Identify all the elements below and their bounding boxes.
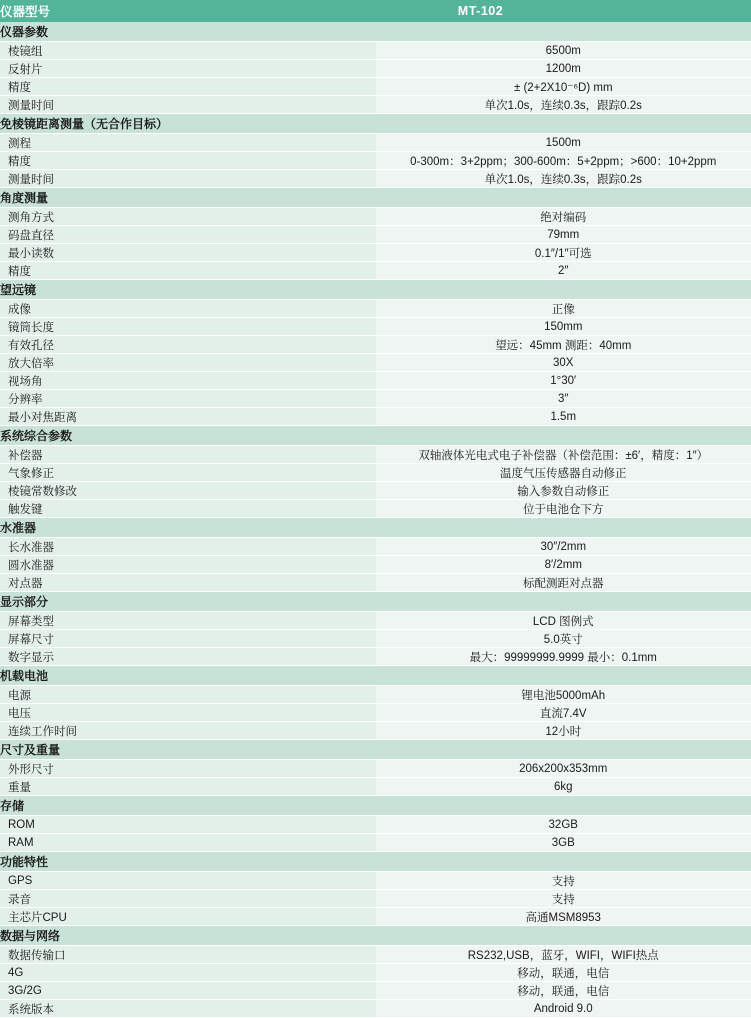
row-label: 棱镜组 bbox=[0, 42, 376, 60]
row-label: 有效孔径 bbox=[0, 336, 376, 354]
section-title: 角度测量 bbox=[0, 188, 751, 208]
table-row bbox=[0, 816, 751, 834]
row-label: 码盘直径 bbox=[0, 226, 376, 244]
model-label: 仪器型号 bbox=[0, 0, 210, 22]
row-label: ROM bbox=[0, 816, 376, 834]
row-value: 0.1″/1″可选 bbox=[376, 244, 751, 262]
spec-sections-table bbox=[0, 22, 751, 1018]
row-value: 移动，联通，电信 bbox=[376, 982, 751, 1000]
table-row bbox=[0, 244, 751, 262]
row-label: 长水准器 bbox=[0, 538, 376, 556]
row-value: 150mm bbox=[376, 318, 751, 336]
table-row bbox=[0, 648, 751, 666]
section-header-row bbox=[0, 22, 751, 42]
table-row bbox=[0, 890, 751, 908]
row-label: 成像 bbox=[0, 300, 376, 318]
row-label: 电源 bbox=[0, 686, 376, 704]
row-value: 支持 bbox=[376, 890, 751, 908]
row-value: 望远：45mm 测距：40mm bbox=[376, 336, 751, 354]
row-value: 单次1.0s，连续0.3s，跟踪0.2s bbox=[376, 96, 751, 114]
row-value: RS232,USB，蓝牙，WIFI，WIFI热点 bbox=[376, 946, 751, 964]
table-row bbox=[0, 574, 751, 592]
row-value: 绝对编码 bbox=[376, 208, 751, 226]
row-value: 温度气压传感器自动修正 bbox=[376, 464, 751, 482]
row-value: 30X bbox=[376, 354, 751, 372]
row-label: 精度 bbox=[0, 262, 376, 280]
table-row bbox=[0, 336, 751, 354]
section-header-row bbox=[0, 592, 751, 612]
row-value: 5.0英寸 bbox=[376, 630, 751, 648]
table-row bbox=[0, 408, 751, 426]
row-label: 触发键 bbox=[0, 500, 376, 518]
table-row bbox=[0, 538, 751, 556]
row-label: 电压 bbox=[0, 704, 376, 722]
table-row bbox=[0, 778, 751, 796]
table-row bbox=[0, 964, 751, 982]
table-row bbox=[0, 42, 751, 60]
section-header-row bbox=[0, 280, 751, 300]
row-label: 外形尺寸 bbox=[0, 760, 376, 778]
table-row bbox=[0, 722, 751, 740]
table-row bbox=[0, 318, 751, 336]
row-value: 高通MSM8953 bbox=[376, 908, 751, 926]
table-row bbox=[0, 704, 751, 722]
row-value: 8′/2mm bbox=[376, 556, 751, 574]
title-row bbox=[0, 0, 751, 22]
row-label: GPS bbox=[0, 872, 376, 890]
section-header-row bbox=[0, 114, 751, 134]
sections-host bbox=[0, 22, 751, 1018]
row-label: 圆水准器 bbox=[0, 556, 376, 574]
row-label: 分辨率 bbox=[0, 390, 376, 408]
section-title: 水准器 bbox=[0, 518, 751, 538]
row-label: 镜筒长度 bbox=[0, 318, 376, 336]
table-row bbox=[0, 60, 751, 78]
spec-sections-body bbox=[0, 22, 751, 1018]
row-label: RAM bbox=[0, 834, 376, 852]
table-row bbox=[0, 908, 751, 926]
row-value: 1200m bbox=[376, 60, 751, 78]
row-label: 屏幕类型 bbox=[0, 612, 376, 630]
row-value: 12小时 bbox=[376, 722, 751, 740]
row-value: 支持 bbox=[376, 872, 751, 890]
row-label: 数字显示 bbox=[0, 648, 376, 666]
row-value: 输入参数自动修正 bbox=[376, 482, 751, 500]
section-header-row bbox=[0, 188, 751, 208]
row-value: ± (2+2X10⁻⁶D) mm bbox=[376, 78, 751, 96]
table-row bbox=[0, 354, 751, 372]
row-value: 双轴液体光电式电子补偿器（补偿范围：±6′，精度：1″） bbox=[376, 446, 751, 464]
row-label: 系统版本 bbox=[0, 1000, 376, 1018]
row-label: 连续工作时间 bbox=[0, 722, 376, 740]
section-header-row bbox=[0, 518, 751, 538]
section-title: 数据与网络 bbox=[0, 926, 751, 946]
table-row bbox=[0, 134, 751, 152]
row-value: 位于电池仓下方 bbox=[376, 500, 751, 518]
row-label: 最小读数 bbox=[0, 244, 376, 262]
section-header-row bbox=[0, 426, 751, 446]
table-row bbox=[0, 686, 751, 704]
table-row bbox=[0, 482, 751, 500]
table-row bbox=[0, 872, 751, 890]
row-value: 2″ bbox=[376, 262, 751, 280]
section-title: 功能特性 bbox=[0, 852, 751, 872]
row-label: 气象修正 bbox=[0, 464, 376, 482]
row-value: 1500m bbox=[376, 134, 751, 152]
section-title: 尺寸及重量 bbox=[0, 740, 751, 760]
table-row bbox=[0, 208, 751, 226]
spec-table-body bbox=[0, 0, 751, 22]
table-row bbox=[0, 226, 751, 244]
row-label: 测程 bbox=[0, 134, 376, 152]
row-label: 主芯片CPU bbox=[0, 908, 376, 926]
section-title: 显示部分 bbox=[0, 592, 751, 612]
section-title: 存储 bbox=[0, 796, 751, 816]
section-title: 免棱镜距离测量（无合作目标） bbox=[0, 114, 751, 134]
table-row bbox=[0, 96, 751, 114]
row-value: 206x200x353mm bbox=[376, 760, 751, 778]
table-row bbox=[0, 834, 751, 852]
row-value: 30″/2mm bbox=[376, 538, 751, 556]
row-value: 单次1.0s，连续0.3s，跟踪0.2s bbox=[376, 170, 751, 188]
row-value: 79mm bbox=[376, 226, 751, 244]
row-label: 补偿器 bbox=[0, 446, 376, 464]
table-row bbox=[0, 446, 751, 464]
section-title: 系统综合参数 bbox=[0, 426, 751, 446]
row-value: Android 9.0 bbox=[376, 1000, 751, 1018]
row-value: 32GB bbox=[376, 816, 751, 834]
table-row bbox=[0, 500, 751, 518]
table-row bbox=[0, 760, 751, 778]
row-label: 对点器 bbox=[0, 574, 376, 592]
table-row bbox=[0, 464, 751, 482]
row-label: 测角方式 bbox=[0, 208, 376, 226]
table-row bbox=[0, 262, 751, 280]
row-label: 最小对焦距离 bbox=[0, 408, 376, 426]
row-value: 6kg bbox=[376, 778, 751, 796]
row-value: 3GB bbox=[376, 834, 751, 852]
row-label: 重量 bbox=[0, 778, 376, 796]
table-row bbox=[0, 630, 751, 648]
section-header-row bbox=[0, 740, 751, 760]
section-header-row bbox=[0, 796, 751, 816]
row-value: LCD 图例式 bbox=[376, 612, 751, 630]
row-label: 测量时间 bbox=[0, 170, 376, 188]
table-row bbox=[0, 372, 751, 390]
row-label: 精度 bbox=[0, 152, 376, 170]
row-value: 最大：99999999.9999 最小：0.1mm bbox=[376, 648, 751, 666]
section-title: 望远镜 bbox=[0, 280, 751, 300]
row-label: 3G/2G bbox=[0, 982, 376, 1000]
row-label: 精度 bbox=[0, 78, 376, 96]
section-header-row bbox=[0, 852, 751, 872]
table-row bbox=[0, 946, 751, 964]
row-value: 直流7.4V bbox=[376, 704, 751, 722]
section-header-row bbox=[0, 666, 751, 686]
model-value: MT-102 bbox=[210, 0, 751, 22]
spec-table bbox=[0, 0, 751, 22]
row-label: 数据传输口 bbox=[0, 946, 376, 964]
row-value: 0-300m：3+2ppm；300-600m：5+2ppm；>600：10+2ppm bbox=[376, 152, 751, 170]
section-title: 机载电池 bbox=[0, 666, 751, 686]
section-header-row bbox=[0, 926, 751, 946]
row-value: 6500m bbox=[376, 42, 751, 60]
row-value: 3″ bbox=[376, 390, 751, 408]
table-row bbox=[0, 612, 751, 630]
row-value: 正像 bbox=[376, 300, 751, 318]
row-label: 屏幕尺寸 bbox=[0, 630, 376, 648]
row-value: 1°30′ bbox=[376, 372, 751, 390]
table-row bbox=[0, 170, 751, 188]
table-row bbox=[0, 78, 751, 96]
table-row bbox=[0, 1000, 751, 1018]
row-value: 锂电池5000mAh bbox=[376, 686, 751, 704]
row-label: 录音 bbox=[0, 890, 376, 908]
row-value: 标配测距对点器 bbox=[376, 574, 751, 592]
row-value: 移动，联通，电信 bbox=[376, 964, 751, 982]
row-value: 1.5m bbox=[376, 408, 751, 426]
table-row bbox=[0, 152, 751, 170]
row-label: 测量时间 bbox=[0, 96, 376, 114]
row-label: 棱镜常数修改 bbox=[0, 482, 376, 500]
row-label: 4G bbox=[0, 964, 376, 982]
row-label: 视场角 bbox=[0, 372, 376, 390]
row-label: 反射片 bbox=[0, 60, 376, 78]
section-title: 仪器参数 bbox=[0, 22, 751, 42]
table-row bbox=[0, 300, 751, 318]
table-row bbox=[0, 556, 751, 574]
row-label: 放大倍率 bbox=[0, 354, 376, 372]
table-row bbox=[0, 982, 751, 1000]
table-row bbox=[0, 390, 751, 408]
